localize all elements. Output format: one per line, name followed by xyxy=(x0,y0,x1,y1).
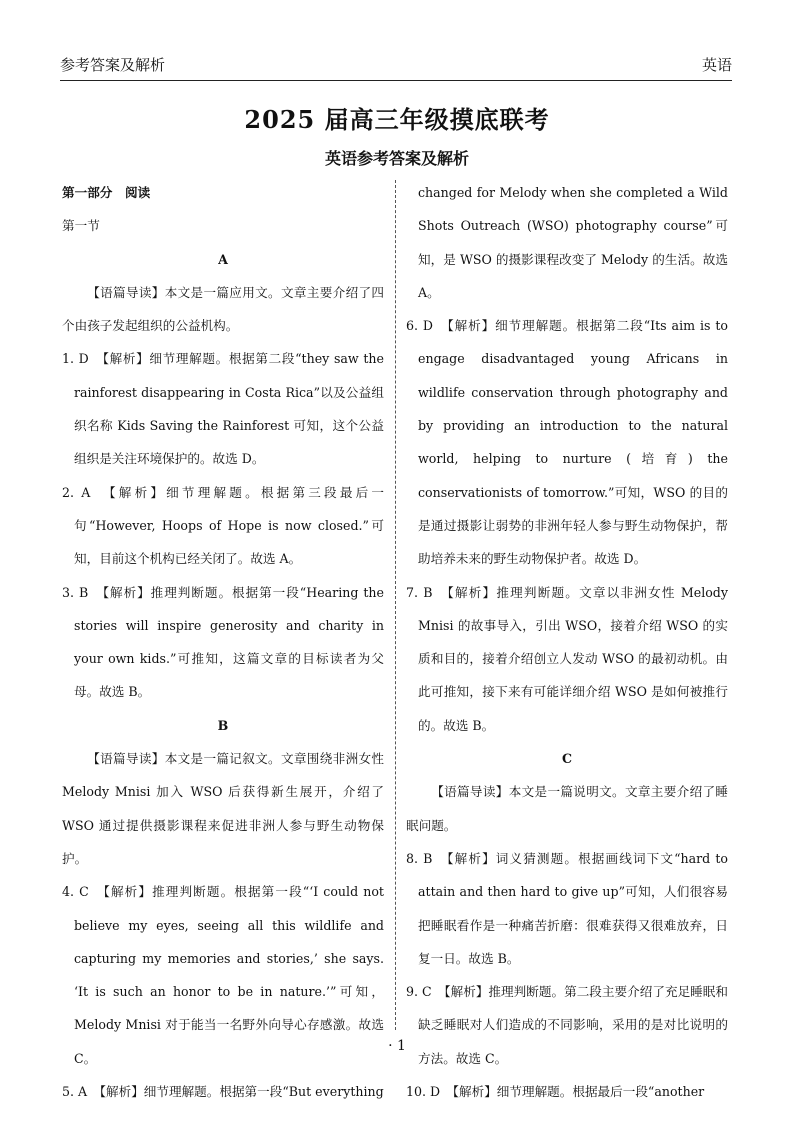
page-number: · 1 xyxy=(388,1038,406,1054)
passage-guide: 【语篇导读】本文是一篇记叙文。文章围绕非洲女性 Melody Mnisi 加入 WSO 后获得新生展开，介绍了 WSO 通过提供摄影课程来促进非洲人参与野生动物保护。 xyxy=(62,751,384,866)
answer-item: 5. A 【解析】细节理解题。根据第一段“But everything xyxy=(62,1084,384,1100)
document-title: 2025 届高三年级摸底联考 xyxy=(244,105,550,134)
header-left-label: 参考答案及解析 xyxy=(60,56,166,74)
passage-letter: A xyxy=(218,251,228,267)
passage-guide: 【语篇导读】本文是一篇说明文。文章主要介绍了睡眠问题。 xyxy=(406,784,728,833)
answer-item: 9. C 【解析】推理判断题。第二段主要介绍了充足睡眠和缺乏睡眠对人们造成的不同影响，采用的是对比说明的方法。故选 C。 xyxy=(406,984,728,1066)
passage-letter: B xyxy=(217,717,229,733)
passage-letter: C xyxy=(561,751,573,767)
section-label: 第一节 xyxy=(62,218,100,234)
answer-item: 10. D 【解析】细节理解题。根据最后一段“another xyxy=(406,1084,705,1100)
answer-item: 4. C 【解析】推理判断题。根据第一段“‘I could not believe my eyes, seeing all this wildlife and capturing my memories and stories,’ she says. ‘It is such an honor to be in nature.’”可知，Melody Mnisi 对于能当一名野外向导心存感激。故选 C。 xyxy=(62,884,384,1066)
answer-continuation: changed for Melody when she completed a Wild Shots Outreach (WSO) photography course”可知，是 WSO 的摄影课程改变了 Melody 的生活。故选 A。 xyxy=(418,185,728,300)
header-subject-label: 英语 xyxy=(701,56,732,74)
answer-item: 7. B 【解析】推理判断题。文章以非洲女性 Melody Mnisi 的故事导入，引出 WSO，接着介绍 WSO 的实质和目的，接着介绍创立人发动 WSO 的最初动机。由此可推知，接下来有可能详细介绍 WSO 是如何被推行的。故选 B。 xyxy=(406,584,728,733)
answer-item: 8. B 【解析】词义猜测题。根据画线词下文“hard to attain and then hard to give up”可知，人们很容易把睡眠看作是一种痛苦折磨：很难获得又很难放弃，日复一日。故选 B。 xyxy=(406,850,728,966)
answer-item: 2. A 【解析】细节理解题。根据第三段最后一句“However, Hoops of Hope is now closed.”可知，目前这个机构已经关闭了。故选 A。 xyxy=(62,484,384,567)
right-column xyxy=(406,176,728,1108)
passage-guide: 【语篇导读】本文是一篇应用文。文章主要介绍了四个由孩子发起组织的公益机构。 xyxy=(62,284,384,334)
answer-item: 3. B 【解析】推理判断题。根据第一段“Hearing the stories will inspire generosity and charity in your own kids.”可推知，这篇文章的目标读者为父母。故选 B。 xyxy=(62,584,384,700)
document-subtitle: 英语参考答案及解析 xyxy=(324,149,469,168)
column-divider xyxy=(395,180,396,1030)
answer-item: 6. D 【解析】细节理解题。根据第二段“Its aim is to engage disadvantaged young Africans in wildlife conservation through photography and by providing an introduction to the natural world, helping to nurture (培育) the conservationists of tomorrow.”可知，WSO 的目的是通过摄影让弱势的非洲年轻人参与野生动物保护，帮助培养未来的野生动物保护者。故选 D。 xyxy=(406,318,728,567)
part-heading: 第一部分 阅读 xyxy=(62,185,151,200)
page-header xyxy=(60,52,732,81)
answer-item: 1. D 【解析】细节理解题。根据第二段“they saw the rainforest disappearing in Costa Rica”以及公益组织名称 Kids Saving the Rainforest 可知，这个公益组织是关注环境保护的。故选 D。 xyxy=(62,351,384,467)
left-column xyxy=(62,176,384,1108)
